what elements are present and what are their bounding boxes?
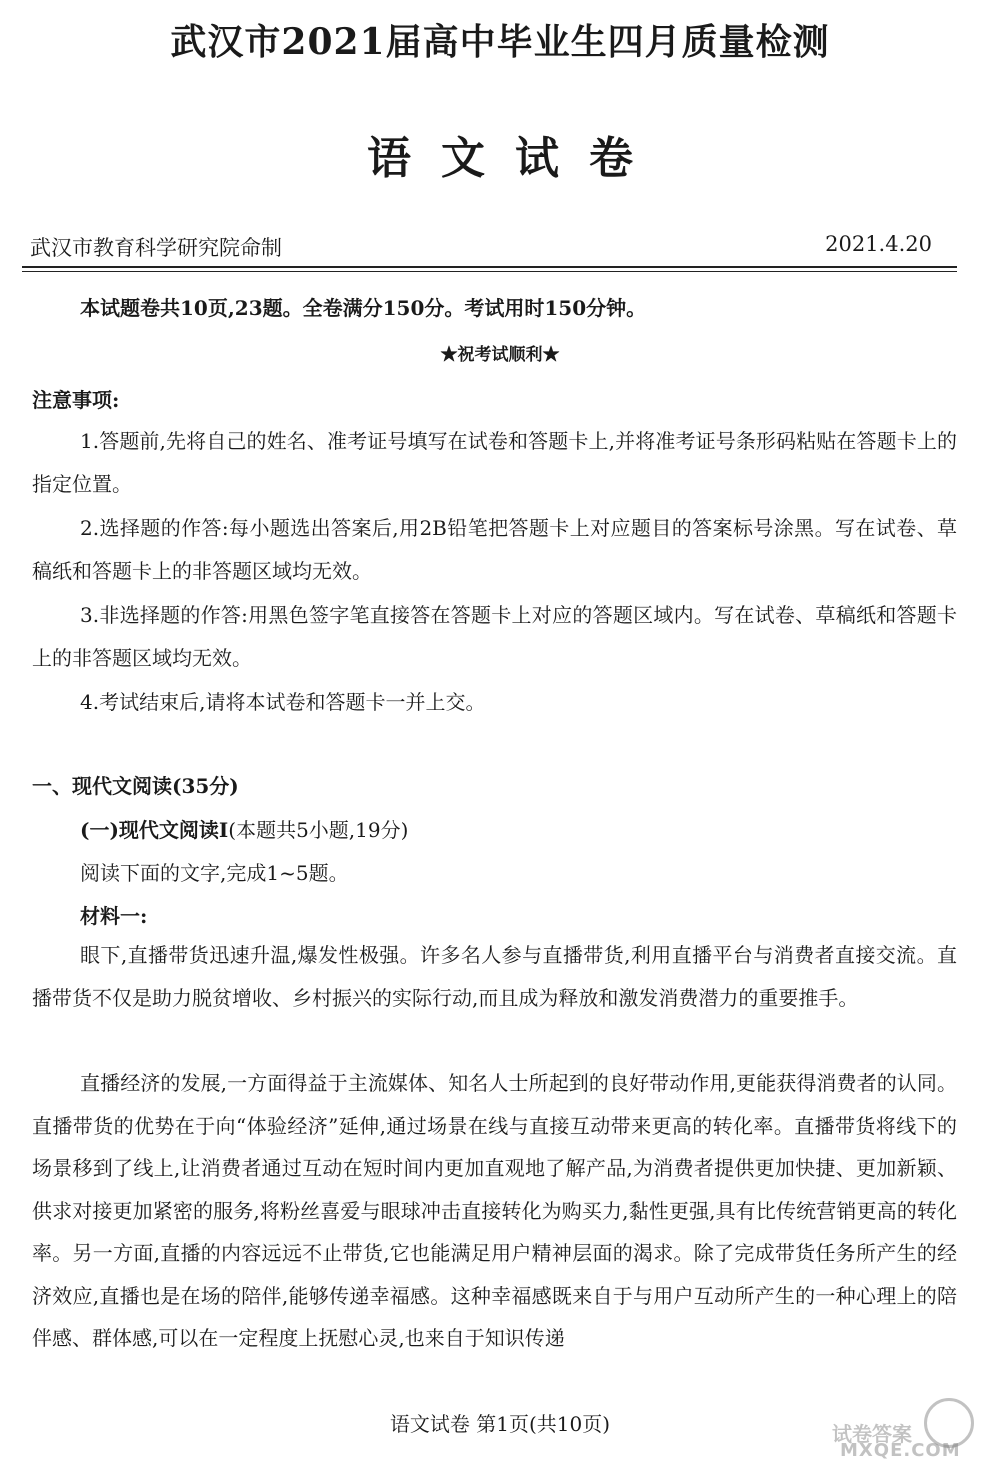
notice-item-3: 3.非选择题的作答:用黑色签字笔直接答在答题卡上对应的答题区域内。写在试卷、草稿纸和答题卡上的非答题区域均无效。 — [32, 603, 957, 670]
exam-info-line: 本试题卷共10页,23题。全卷满分150分。考试用时150分钟。 — [80, 296, 647, 320]
blessing-line: ★祝考试顺利★ — [440, 345, 560, 365]
exam-date: 2021.4.20 — [825, 232, 932, 256]
part-title: (一)现代文阅读Ⅰ — [80, 818, 229, 842]
watermark-url: MXQE.COM — [840, 1440, 961, 1461]
section-heading: 一、现代文阅读(35分) — [32, 774, 239, 798]
reading-instruction: 阅读下面的文字,完成1~5题。 — [80, 861, 349, 885]
notice-item-1: 1.答题前,先将自己的姓名、准考证号填写在试卷和答题卡上,并将准考证号条形码粘贴在答题卡上的指定位置。 — [32, 429, 957, 496]
header-rule-thick — [22, 266, 957, 268]
exam-title: 武汉市2021届高中毕业生四月质量检测 — [170, 21, 830, 63]
body-paragraph-2: 直播经济的发展,一方面得益于主流媒体、知名人士所起到的良好带动作用,更能获得消费者的认同。直播带货的优势在于向“体验经济”延伸,通过场景在线与直接互动带来更高的转化率。直播带货将线下的场景移到了线上,让消费者通过互动在短时间内更加直观地了解产品,为消费者提供更加快捷、更加新颖、供求对接更加紧密的服务,将粉丝喜爱与眼球冲击直接转化为购买力,黏性更强,具有比传统营销更高的转化率。另一方面,直播的内容远远不止带货,它也能满足用户精神层面的渴求。除了完成带货任务所产生的经济效应,直播也是在场的陪伴,能够传递幸福感。这种幸福感既来自于与用户互动所产生的一种心理上的陪伴感、群体感,可以在一定程度上抚慰心灵,也来自于知识传递 — [32, 1071, 957, 1350]
notice-item-2: 2.选择题的作答:每小题选出答案后,用2B铅笔把答题卡上对应题目的答案标号涂黑。写在试卷、草稿纸和答题卡上的非答题区域均无效。 — [32, 516, 957, 583]
page-footer: 语文试卷 第1页(共10页) — [389, 1412, 611, 1436]
body-paragraph-1: 眼下,直播带货迅速升温,爆发性极强。许多名人参与直播带货,利用直播平台与消费者直接交流。直播带货不仅是助力脱贫增收、乡村振兴的实际行动,而且成为释放和激发消费潜力的重要推手。 — [32, 943, 957, 1010]
part-heading — [80, 814, 408, 843]
material-label: 材料一: — [80, 904, 148, 928]
part-detail: (本题共5小题,19分) — [228, 818, 409, 842]
subject-title: 语文试卷 — [367, 133, 663, 184]
author-line: 武汉市教育科学研究院命制 — [30, 236, 282, 260]
notice-heading: 注意事项: — [32, 388, 120, 412]
header-rule-thin — [22, 271, 957, 272]
notice-item-4: 4.考试结束后,请将本试卷和答题卡一并上交。 — [80, 690, 486, 714]
watermark — [832, 1398, 982, 1460]
watermark-text: 试卷答案 — [832, 1422, 912, 1446]
